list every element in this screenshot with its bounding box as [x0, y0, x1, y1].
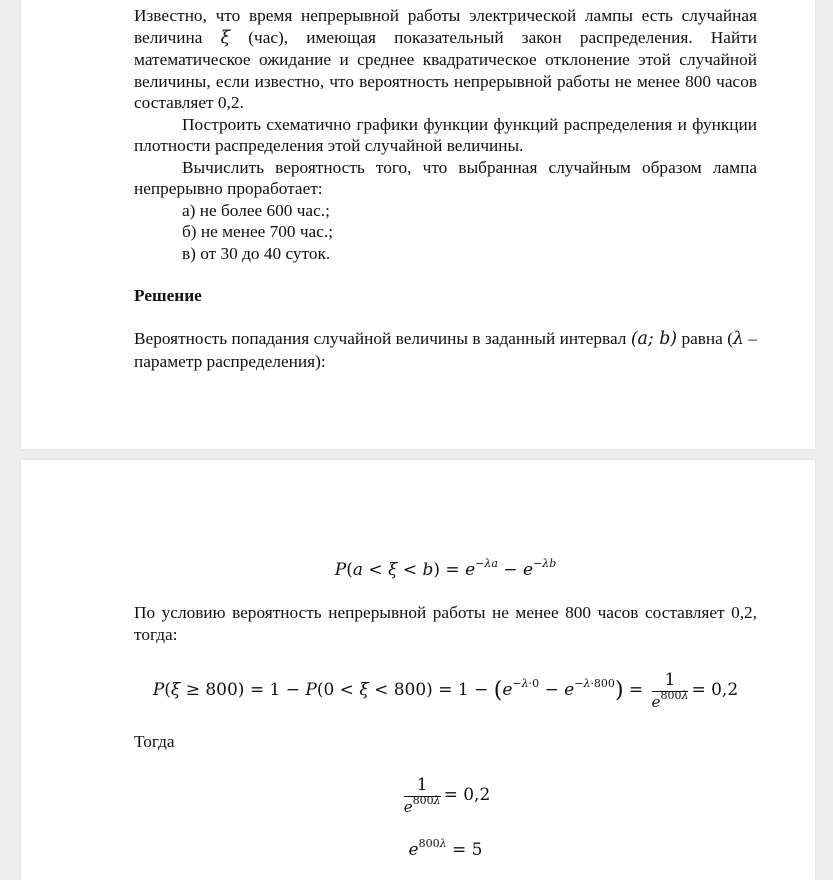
formula-condition: $P(\xi \ge 800) = 1 - P(0 < \xi < 800) = 1 - (e^{-\lambda\cdot 0} - e^{-\lambda\cdot 800})$ = $\frac{1}{e^{800\lambda}}$ = 0,2: [152, 669, 739, 711]
fraction-1: $\frac{1}{e^{800\lambda}}$: [651, 669, 689, 711]
formula-interval-probability: $P(a < \xi < b) = e^{-\lambda a} - e^{-\lambda b}$: [334, 557, 557, 580]
formula-equation-1: $\frac{1}{e^{800\lambda}}$ = 0,2: [403, 774, 491, 816]
interval-notation: (a; b): [630, 329, 678, 349]
document-page-1: [21, 0, 815, 449]
problem-paragraph-2: Построить схематично графики функции функций распределения и функции плотности распределения этой случайной величины.: [134, 114, 757, 155]
problem-statement: [134, 5, 757, 264]
problem-item-b: б) не менее 700 час.;: [182, 222, 334, 241]
solution-intro-text: [134, 328, 757, 372]
solution-heading: Решение: [134, 286, 202, 305]
condition-paragraph: [134, 602, 757, 645]
solution-heading-block: [134, 285, 757, 307]
problem-paragraph-3: Вычислить вероятность того, что выбранная случайным образом лампа непрерывно проработает:: [134, 157, 757, 198]
then-text: Тогда: [134, 732, 175, 751]
intro-text-start: Вероятность попадания случайной величины в заданный интервал: [134, 329, 627, 348]
lambda-symbol: λ: [733, 329, 744, 349]
problem-item-a: а) не более 600 час.;: [182, 200, 330, 220]
formula-equation-2: $e^{800\lambda} = 5$: [408, 837, 483, 860]
solution-intro: [134, 328, 757, 372]
intro-text-equals: равна (: [681, 329, 733, 348]
document-page-2: [21, 460, 815, 880]
problem-paragraph-1: Известно, что время непрерывной работы электрической лампы есть случайная величина ξ (час), имеющая показательный закон распределения. Найти математическое ожидание и среднее квадратическое отклонение этой случайной величины, если известно, что вероятность непрерывной работы не менее 800 часов составляет 0,2.: [134, 6, 757, 112]
problem-item-c: в) от 30 до 40 суток.: [182, 243, 331, 263]
xi-symbol: ξ: [220, 27, 231, 48]
condition-text: По условию вероятность непрерывной работы не менее 800 часов составляет 0,2, тогда:: [134, 603, 757, 644]
intro-text-end: – параметр распределения):: [134, 329, 757, 371]
then-paragraph: [134, 731, 757, 753]
fraction-2: $\frac{1}{e^{800\lambda}}$: [403, 774, 441, 816]
